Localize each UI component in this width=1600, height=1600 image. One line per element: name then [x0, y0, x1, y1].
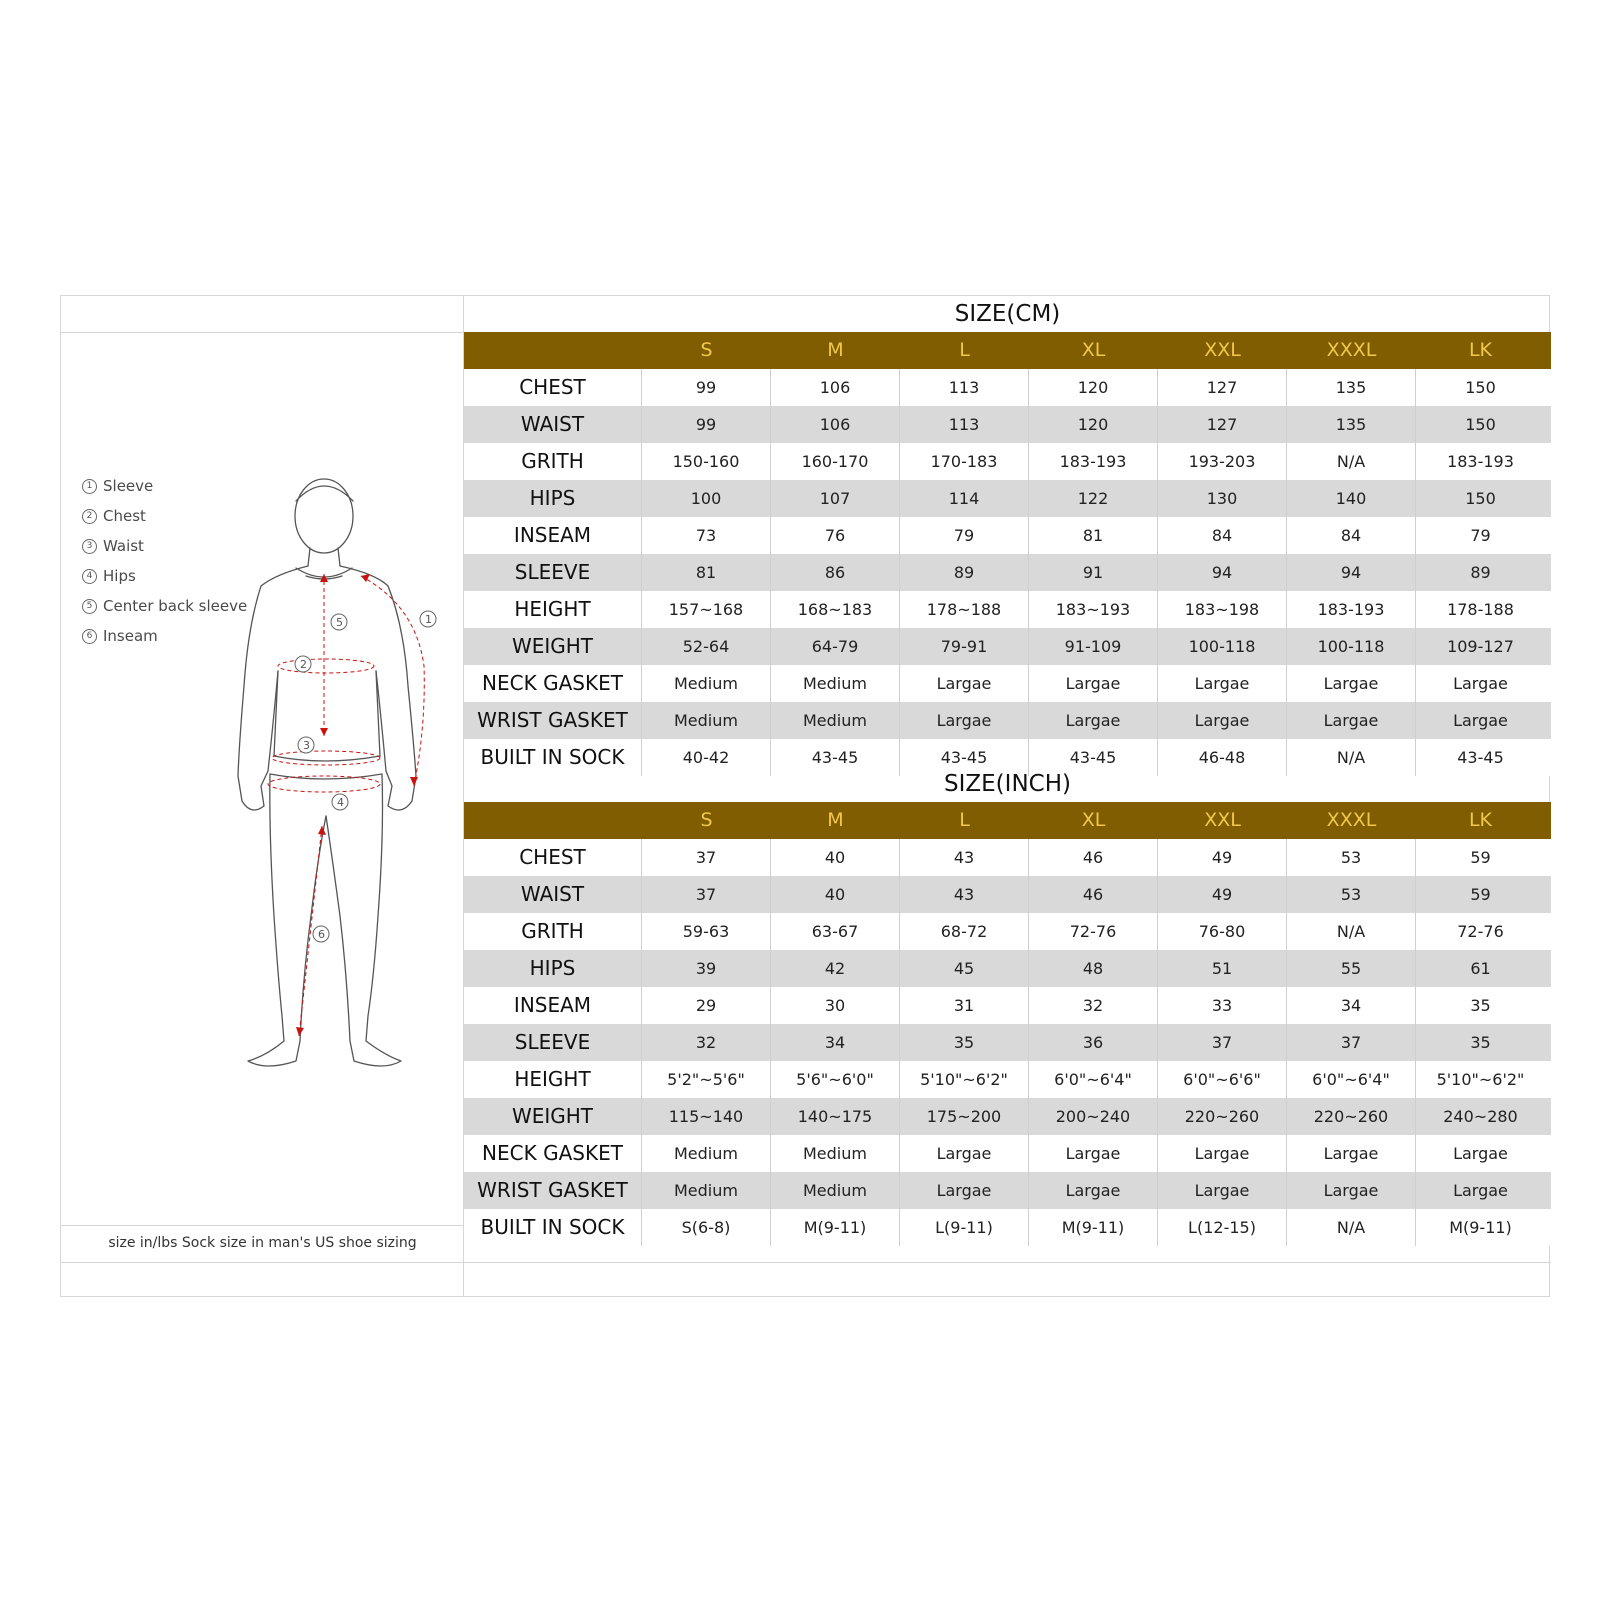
table-cell: 37	[1158, 1024, 1287, 1061]
row-label: NECK GASKET	[464, 1135, 642, 1172]
measurement-legend	[82, 471, 247, 651]
table-row	[464, 702, 1551, 739]
row-label: CHEST	[464, 369, 642, 406]
table-cell: 32	[642, 1024, 771, 1061]
table-cell: Largae	[1158, 1172, 1287, 1209]
row-label: HEIGHT	[464, 1061, 642, 1098]
table-row	[464, 665, 1551, 702]
table-cell: 150	[1465, 489, 1496, 508]
table-cell: 5'10"~6'2"	[1436, 1070, 1525, 1089]
table-row	[464, 554, 1551, 591]
table-cell: Medium	[771, 1135, 900, 1172]
table-cell: 59	[1470, 885, 1491, 904]
svg-text:3: 3	[303, 739, 310, 752]
table-cell: 37	[642, 839, 771, 876]
table-cell: Largae	[1453, 711, 1508, 730]
svg-text:5: 5	[336, 616, 343, 629]
table-cell: 81	[642, 554, 771, 591]
size-header-cell: XXL	[1204, 339, 1241, 361]
table-cell: 168~183	[771, 591, 900, 628]
table-cell: Largae	[1453, 1144, 1508, 1163]
table-cell: 100-118	[1158, 628, 1287, 665]
legend-number-icon: 2	[82, 509, 97, 524]
size-header-cell: M	[827, 339, 844, 361]
table-cell: 5'10"~6'2"	[900, 1061, 1029, 1098]
table-cell: 86	[771, 554, 900, 591]
size-header-cell: L	[959, 809, 970, 831]
table-cell: 46	[1029, 839, 1158, 876]
table-cell: 35	[1470, 996, 1491, 1015]
legend-label: Inseam	[103, 627, 158, 645]
table-cell: M(9-11)	[771, 1209, 900, 1246]
table-cell: 183-193	[1287, 591, 1416, 628]
size-header-row	[464, 802, 1551, 839]
table-cell: 46-48	[1158, 739, 1287, 776]
table-cell: 59-63	[642, 913, 771, 950]
table-cell: 61	[1470, 959, 1491, 978]
table-cell: 6'0"~6'4"	[1029, 1061, 1158, 1098]
measurement-guide-panel	[61, 296, 464, 1296]
table-cell: 157~168	[642, 591, 771, 628]
legend-item	[82, 561, 247, 591]
size-header-cell: S	[700, 809, 713, 831]
table-cell: M(9-11)	[1449, 1218, 1512, 1237]
table-cell: 91	[1029, 554, 1158, 591]
legend-label: Center back sleeve	[103, 597, 248, 615]
table-cell: 76-80	[1158, 913, 1287, 950]
table-row	[464, 876, 1551, 913]
table-cell: Largae	[1029, 1135, 1158, 1172]
table-cell: Largae	[900, 1135, 1029, 1172]
table-cell: 84	[1158, 517, 1287, 554]
table-cell: 113	[900, 406, 1029, 443]
table-cell: Medium	[642, 1172, 771, 1209]
legend-number-icon: 3	[82, 539, 97, 554]
table-cell: 51	[1158, 950, 1287, 987]
table-cell: 5'2"~5'6"	[642, 1061, 771, 1098]
table-cell: 220~260	[1158, 1098, 1287, 1135]
table-cell: 160-170	[771, 443, 900, 480]
size-header-cell: M	[827, 809, 844, 831]
table-cell: 46	[1029, 876, 1158, 913]
legend-number-icon: 6	[82, 629, 97, 644]
table-cell: 79	[1470, 526, 1491, 545]
size-header-cell: XXXL	[1326, 809, 1377, 831]
row-label: BUILT IN SOCK	[464, 1209, 642, 1246]
table-cell: Largae	[900, 702, 1029, 739]
table-cell: 64-79	[771, 628, 900, 665]
table-title: SIZE(INCH)	[944, 771, 1071, 797]
table-row	[464, 913, 1551, 950]
table-cell: 52-64	[642, 628, 771, 665]
legend-label: Chest	[103, 507, 146, 525]
table-cell: 43-45	[1457, 748, 1504, 767]
table-cell: 42	[771, 950, 900, 987]
table-cell: 53	[1287, 839, 1416, 876]
table-row	[464, 839, 1551, 876]
table-cell: 29	[642, 987, 771, 1024]
table-cell: 34	[771, 1024, 900, 1061]
row-label: INSEAM	[464, 987, 642, 1024]
table-cell: 34	[1287, 987, 1416, 1024]
table-cell: Largae	[1029, 1172, 1158, 1209]
row-label: WRIST GASKET	[464, 1172, 642, 1209]
svg-text:6: 6	[318, 928, 325, 941]
table-cell: 130	[1158, 480, 1287, 517]
table-cell: 40	[771, 839, 900, 876]
table-cell: Largae	[1287, 702, 1416, 739]
table-cell: Largae	[900, 1172, 1029, 1209]
table-cell: 68-72	[900, 913, 1029, 950]
table-cell: Medium	[642, 665, 771, 702]
row-label: SLEEVE	[464, 1024, 642, 1061]
table-cell: Largae	[1158, 702, 1287, 739]
table-cell: 140~175	[771, 1098, 900, 1135]
body-figure-illustration	[236, 456, 466, 1076]
table-cell: 140	[1287, 480, 1416, 517]
table-cell: N/A	[1287, 913, 1416, 950]
table-cell: 122	[1029, 480, 1158, 517]
table-cell: Medium	[642, 702, 771, 739]
table-cell: Largae	[1158, 1135, 1287, 1172]
svg-text:4: 4	[337, 796, 344, 809]
table-cell: Largae	[900, 665, 1029, 702]
table-row	[464, 443, 1551, 480]
table-cell: S(6-8)	[642, 1209, 771, 1246]
row-label: BUILT IN SOCK	[464, 739, 642, 776]
table-row	[464, 480, 1551, 517]
table-cell: 72-76	[1029, 913, 1158, 950]
svg-text:2: 2	[300, 658, 307, 671]
table-cell: 37	[642, 876, 771, 913]
table-cell: Medium	[771, 1172, 900, 1209]
table-cell: 109-127	[1447, 637, 1514, 656]
legend-item	[82, 621, 247, 651]
table-cell: 6'0"~6'6"	[1158, 1061, 1287, 1098]
table-row	[464, 406, 1551, 443]
table-row	[464, 369, 1551, 406]
table-cell: 175~200	[900, 1098, 1029, 1135]
table-cell: 94	[1158, 554, 1287, 591]
table-cell: 127	[1158, 406, 1287, 443]
row-label: CHEST	[464, 839, 642, 876]
table-cell: 106	[771, 369, 900, 406]
row-label: HEIGHT	[464, 591, 642, 628]
table-cell: 49	[1158, 839, 1287, 876]
legend-label: Waist	[103, 537, 144, 555]
size-chart	[60, 295, 1550, 1297]
table-row	[464, 1209, 1551, 1246]
table-cell: 89	[900, 554, 1029, 591]
table-cell: 76	[771, 517, 900, 554]
table-cell: 33	[1158, 987, 1287, 1024]
size-header-cell: LK	[1468, 339, 1493, 361]
table-cell: N/A	[1287, 443, 1416, 480]
table-cell: 49	[1158, 876, 1287, 913]
size-header-row	[464, 332, 1551, 369]
table-row	[464, 950, 1551, 987]
row-label: HIPS	[464, 480, 642, 517]
size-header-cell: XXXL	[1326, 339, 1377, 361]
table-cell: 72-76	[1457, 922, 1504, 941]
table-cell: 30	[771, 987, 900, 1024]
table-cell: 6'0"~6'4"	[1287, 1061, 1416, 1098]
table-cell: Largae	[1287, 665, 1416, 702]
table-cell: 183-193	[1447, 452, 1514, 471]
table-row	[464, 1135, 1551, 1172]
table-cell: M(9-11)	[1029, 1209, 1158, 1246]
table-cell: 183-193	[1029, 443, 1158, 480]
table-cell: N/A	[1287, 1209, 1416, 1246]
legend-item	[82, 471, 247, 501]
table-cell: Largae	[1287, 1135, 1416, 1172]
table-cell: 37	[1287, 1024, 1416, 1061]
table-cell: Largae	[1287, 1172, 1416, 1209]
table-cell: 59	[1470, 848, 1491, 867]
table-cell: 183~193	[1029, 591, 1158, 628]
row-label: GRITH	[464, 913, 642, 950]
table-cell: 89	[1470, 563, 1491, 582]
table-cell: 43-45	[1029, 739, 1158, 776]
size-header-cell: XL	[1081, 339, 1106, 361]
table-cell: 43-45	[900, 739, 1029, 776]
table-cell: Largae	[1029, 702, 1158, 739]
size-table-inch	[464, 766, 1551, 1262]
table-cell: 45	[900, 950, 1029, 987]
table-cell: 100	[642, 480, 771, 517]
table-cell: 63-67	[771, 913, 900, 950]
table-cell: 150	[1465, 378, 1496, 397]
row-label: INSEAM	[464, 517, 642, 554]
table-cell: 35	[1470, 1033, 1491, 1052]
table-cell: 106	[771, 406, 900, 443]
table-cell: 99	[642, 406, 771, 443]
table-cell: 127	[1158, 369, 1287, 406]
legend-item	[82, 501, 247, 531]
table-cell: 31	[900, 987, 1029, 1024]
table-cell: 150	[1465, 415, 1496, 434]
table-row	[464, 1098, 1551, 1135]
table-cell: Medium	[771, 702, 900, 739]
size-header-cell: XL	[1081, 809, 1106, 831]
table-cell: 35	[900, 1024, 1029, 1061]
table-cell: 178-188	[1447, 600, 1514, 619]
table-cell: 150-160	[642, 443, 771, 480]
legend-number-icon: 1	[82, 479, 97, 494]
row-label: GRITH	[464, 443, 642, 480]
table-cell: 73	[642, 517, 771, 554]
table-row	[464, 1061, 1551, 1098]
table-cell: 79-91	[900, 628, 1029, 665]
table-cell: Medium	[771, 665, 900, 702]
legend-label: Sleeve	[103, 477, 154, 495]
table-cell: 84	[1287, 517, 1416, 554]
legend-item	[82, 531, 247, 561]
table-cell: Largae	[1158, 665, 1287, 702]
table-cell: 43-45	[771, 739, 900, 776]
table-cell: 40-42	[642, 739, 771, 776]
table-cell: 183~198	[1158, 591, 1287, 628]
table-cell: 43	[900, 839, 1029, 876]
divider	[61, 1262, 463, 1263]
table-title: SIZE(CM)	[954, 301, 1061, 327]
size-header-cell: LK	[1468, 809, 1493, 831]
table-row	[464, 517, 1551, 554]
row-label: WAIST	[464, 876, 642, 913]
table-cell: 91-109	[1029, 628, 1158, 665]
svg-text:1: 1	[425, 613, 432, 626]
table-cell: 107	[771, 480, 900, 517]
table-cell: 55	[1287, 950, 1416, 987]
table-row	[464, 987, 1551, 1024]
table-cell: 53	[1287, 876, 1416, 913]
table-cell: L(12-15)	[1158, 1209, 1287, 1246]
table-cell: 79	[900, 517, 1029, 554]
table-row	[464, 1024, 1551, 1061]
table-cell: N/A	[1287, 739, 1416, 776]
table-cell: 120	[1029, 406, 1158, 443]
table-row	[464, 591, 1551, 628]
size-header-cell: L	[959, 339, 970, 361]
size-header-cell: S	[700, 339, 713, 361]
row-label: WEIGHT	[464, 628, 642, 665]
row-label: HIPS	[464, 950, 642, 987]
table-cell: 120	[1029, 369, 1158, 406]
table-cell: 178~188	[900, 591, 1029, 628]
size-header-cell: XXL	[1204, 809, 1241, 831]
table-cell: 81	[1029, 517, 1158, 554]
size-table-cm	[464, 296, 1551, 769]
table-cell: 94	[1287, 554, 1416, 591]
legend-item	[82, 591, 247, 621]
table-cell: L(9-11)	[900, 1209, 1029, 1246]
table-row	[464, 628, 1551, 665]
table-cell: 113	[900, 369, 1029, 406]
table-cell: 220~260	[1287, 1098, 1416, 1135]
table-cell: Medium	[642, 1135, 771, 1172]
table-cell: Largae	[1029, 665, 1158, 702]
legend-label: Hips	[103, 567, 136, 585]
divider	[61, 332, 463, 333]
table-cell: 200~240	[1029, 1098, 1158, 1135]
table-cell: 135	[1287, 369, 1416, 406]
table-cell: 99	[642, 369, 771, 406]
table-cell: 114	[900, 480, 1029, 517]
row-label: WRIST GASKET	[464, 702, 642, 739]
row-label: WAIST	[464, 406, 642, 443]
table-cell: Largae	[1453, 674, 1508, 693]
legend-number-icon: 5	[82, 599, 97, 614]
table-cell: 135	[1287, 406, 1416, 443]
table-cell: 32	[1029, 987, 1158, 1024]
table-cell: Largae	[1453, 1181, 1508, 1200]
table-row	[464, 1172, 1551, 1209]
table-cell: 100-118	[1287, 628, 1416, 665]
row-label: SLEEVE	[464, 554, 642, 591]
table-cell: 5'6"~6'0"	[771, 1061, 900, 1098]
table-cell: 240~280	[1443, 1107, 1518, 1126]
divider	[464, 1262, 1551, 1263]
table-cell: 40	[771, 876, 900, 913]
table-cell: 43	[900, 876, 1029, 913]
table-cell: 36	[1029, 1024, 1158, 1061]
table-cell: 170-183	[900, 443, 1029, 480]
sock-size-note: size in/lbs Sock size in man's US shoe sizing	[108, 1235, 417, 1251]
legend-number-icon: 4	[82, 569, 97, 584]
table-cell: 115~140	[642, 1098, 771, 1135]
table-cell: 193-203	[1158, 443, 1287, 480]
table-cell: 48	[1029, 950, 1158, 987]
table-cell: 39	[642, 950, 771, 987]
row-label: NECK GASKET	[464, 665, 642, 702]
row-label: WEIGHT	[464, 1098, 642, 1135]
